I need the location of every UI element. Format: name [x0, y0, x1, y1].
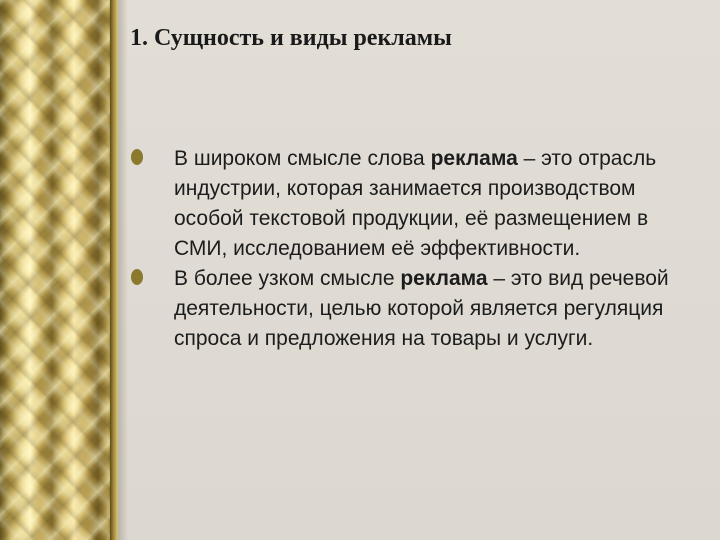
circle-bullet-icon	[130, 148, 144, 166]
bullet-text-after: – это отрасль индустрии, которая занимается производством особой текстовой продукции, её размещением в СМИ, исследованием её эффективности.	[174, 147, 657, 260]
circle-bullet-icon	[130, 268, 144, 286]
bullet-text-before: В более узком смысле	[174, 267, 401, 290]
bullet-bold-term: реклама	[430, 147, 518, 170]
bullet-item-broad	[130, 144, 696, 264]
border-shadow	[118, 0, 128, 540]
bullet-item-narrow	[130, 264, 696, 354]
decorative-gold-border	[0, 0, 116, 540]
slide-title: 1. Сущность и виды рекламы	[130, 25, 452, 51]
bullet-text-before: В широком смысле слова	[174, 147, 431, 170]
bullet-list	[130, 144, 696, 354]
bullet-bold-term: реклама	[400, 267, 488, 290]
border-edge	[110, 0, 118, 540]
bullet-text-after: – это вид речевой деятельности, целью которой является регуляция спроса и предложения на товары и услуги.	[174, 267, 669, 350]
